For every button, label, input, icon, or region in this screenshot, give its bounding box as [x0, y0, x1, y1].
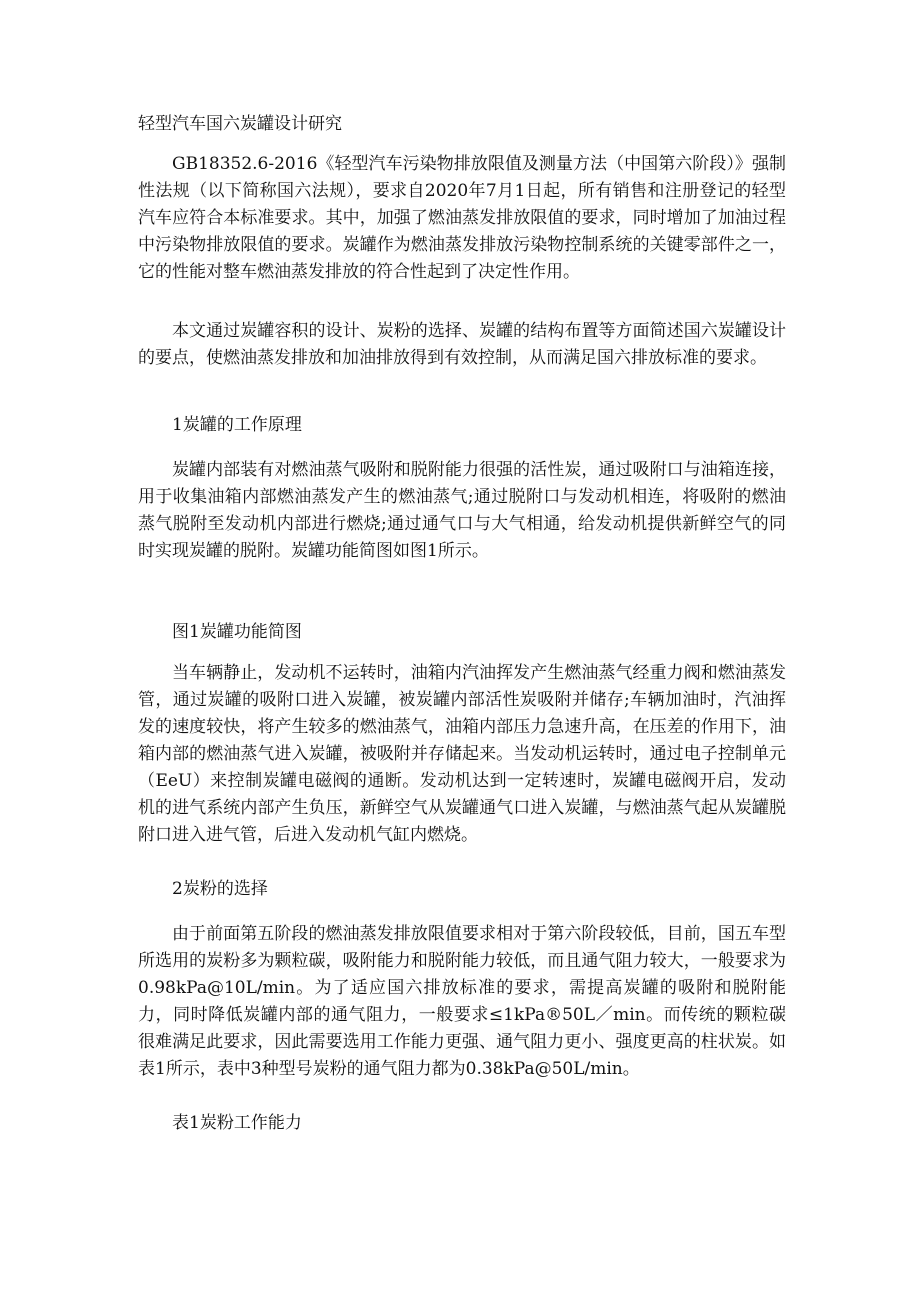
paragraph-intro: GB18352.6-2016《轻型汽车污染物排放限值及测量方法（中国第六阶段）》强制性法规（以下简称国六法规），要求自2020年7月1日起，所有销售和注册登记的轻型汽车应符合本标准要求。其中，加强了燃油蒸发排放限值的要求，同时增加了加油过程中污染物排放限值的要求。炭罐作为燃油蒸发排放污染物控制系统的关键零部件之一，它的性能对整车燃油蒸发排放的符合性起到了决定性作用。	[138, 154, 786, 282]
figure-caption: 图1炭罐功能简图	[172, 622, 302, 642]
paragraph-carbon-selection: 由于前面第五阶段的燃油蒸发排放限值要求相对于第六阶段较低，目前，国五车型所选用的炭粉多为颗粒碳，吸附能力和脱附能力较低，而且通气阻力较大，一般要求为0.98kPa@10L/min。为了适应国六排放标准的要求，需提高炭罐的吸附和脱附能力，同时降低炭罐内部的通气阻力，一般要求≤1kPa®50L／min。而传统的颗粒碳很难满足此要求，因此需要选用工作能力更强、通气阻力更小、强度更高的柱状炭。如表1所示，表中3种型号炭粉的通气阻力都为0.38kPa@50L/min。	[138, 924, 786, 1079]
section-heading-carbon-selection: 2炭粉的选择	[172, 879, 268, 899]
document-title: 轻型汽车国六炭罐设计研究	[138, 114, 342, 134]
paragraph-overview: 本文通过炭罐容积的设计、炭粉的选择、炭罐的结构布置等方面简述国六炭罐设计的要点，使燃油蒸发排放和加油排放得到有效控制，从而满足国六排放标准的要求。	[138, 321, 786, 368]
paragraph-working-principle: 炭罐内部装有对燃油蒸气吸附和脱附能力很强的活性炭，通过吸附口与油箱连接，用于收集油箱内部燃油蒸发产生的燃油蒸气;通过脱附口与发动机相连，将吸附的燃油蒸气脱附至发动机内部进行燃烧;通过通气口与大气相通，给发动机提供新鲜空气的同时实现炭罐的脱附。炭罐功能简图如图1所示。	[138, 460, 786, 561]
paragraph-operation: 当车辆静止，发动机不运转时，油箱内汽油挥发产生燃油蒸气经重力阀和燃油蒸发管，通过炭罐的吸附口进入炭罐，被炭罐内部活性炭吸附并储存;车辆加油时，汽油挥发的速度较快，将产生较多的燃油蒸气，油箱内部压力急速升高，在压差的作用下，油箱内部的燃油蒸气进入炭罐，被吸附并存储起来。当发动机运转时，通过电子控制单元（EeU）来控制炭罐电磁阀的通断。发动机达到一定转速时，炭罐电磁阀开启，发动机的进气系统内部产生负压，新鲜空气从炭罐通气口进入炭罐，与燃油蒸气起从炭罐脱附口进入进气管，后进入发动机气缸内燃烧。	[138, 663, 786, 845]
table-caption: 表1炭粉工作能力	[172, 1113, 302, 1133]
section-heading-working-principle: 1炭罐的工作原理	[172, 415, 302, 435]
